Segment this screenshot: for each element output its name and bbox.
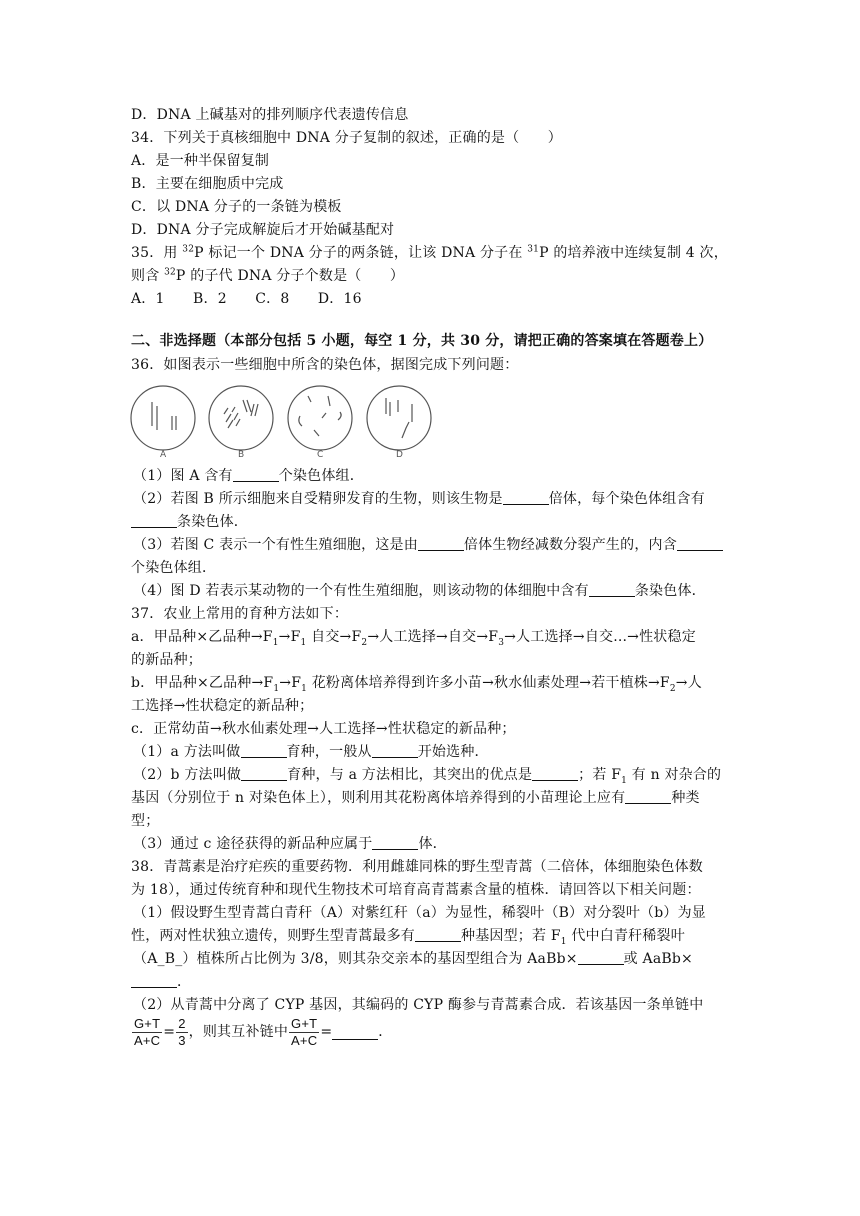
fraction-denominator: 3 [178, 1032, 186, 1048]
answer-blank[interactable] [418, 536, 464, 551]
answer-blank[interactable] [233, 467, 279, 482]
cell-d [367, 386, 431, 450]
answer-blank[interactable] [677, 536, 723, 551]
q36-sub2-cont [131, 512, 248, 532]
fraction-denominator: A+C [291, 1032, 318, 1048]
cell-a [131, 386, 195, 450]
q36-sub2 [133, 489, 705, 509]
q38-sub1-cont2 [133, 949, 693, 969]
answer-blank[interactable] [332, 1025, 378, 1040]
fraction-numerator: G+T [132, 1016, 162, 1033]
figure-label-c: C [317, 450, 324, 460]
q37-sub1 [133, 742, 489, 762]
q37-text: 有 n 对杂合的 [627, 767, 722, 783]
generation-sub: 1 [272, 637, 279, 648]
q38-text: 代中白青秆稀裂叶 [566, 928, 685, 944]
figure-label-d: D [396, 450, 403, 460]
generation-sub: 1 [621, 775, 628, 786]
generation-sub: 1 [300, 637, 307, 648]
generation-sub: 1 [273, 683, 280, 694]
q37-sub2-cont [131, 788, 700, 808]
answer-blank[interactable] [131, 973, 177, 988]
q38-stem-line1: 38．青蒿素是治疗疟疾的重要药物．利用雌雄同株的野生型青蒿（二倍体，体细胞染色体数 [131, 859, 704, 875]
q34-option-c: C．以 DNA 分子的一条链为模板 [131, 199, 342, 215]
q35-text: 则含 [131, 268, 165, 284]
q37-method-b-cont: 工选择→性状稳定的新品种； [131, 698, 314, 714]
q37-method-a-cont: 的新品种； [131, 652, 202, 668]
q35-text: P 的子代 DNA 分子个数是（ ） [175, 268, 405, 284]
q38-fraction-line [131, 1014, 392, 1050]
q37-text: 开始选种． [417, 744, 489, 760]
q34-option-a: A．是一种半保留复制 [131, 153, 270, 169]
answer-blank[interactable] [241, 743, 287, 758]
generation-sub: 1 [301, 683, 308, 694]
q37-text: 育种，一般从 [286, 744, 372, 760]
isotope-mass: 32 [182, 244, 195, 255]
fraction-numerator: 2 [178, 1015, 186, 1031]
q37-text: 自交→F [306, 629, 362, 645]
q37-sub2 [133, 765, 721, 785]
q38-text: ． [177, 974, 192, 990]
equals-sign: = [163, 1024, 176, 1040]
figure-label-a: A [160, 450, 167, 460]
chromosome-figure [128, 382, 448, 464]
q38-text: （A_B_）植株所占比例为 3/8，则其杂交亲本的基因型组合为 AaBb× [133, 951, 578, 967]
answer-blank[interactable] [415, 927, 461, 942]
q37-text: 基因（分别位于 n 对染色体上），则利用其花粉离体培养得到的小苗理论上应有 [131, 790, 626, 806]
answer-blank[interactable] [589, 582, 635, 597]
generation-sub: 2 [361, 637, 368, 648]
q35-text: 35．用 [131, 245, 183, 261]
q35-text: P 的培养液中连续复制 4 次， [539, 245, 728, 261]
q37-text: （3）通过 c 途径获得的新品种应属于 [133, 836, 373, 852]
q37-stem: 37．农业上常用的育种方法如下： [131, 606, 349, 622]
q36-text: 条染色体． [634, 583, 706, 599]
q38-sub1-cont3 [131, 972, 191, 992]
q37-text: →人工选择→自交...→性状稳定 [504, 629, 696, 645]
q37-text: →F [278, 629, 301, 645]
q36-text: （1）图 A 含有 [133, 468, 233, 484]
q34-stem: 34．下列关于真核细胞中 DNA 分子复制的叙述，正确的是（ ） [131, 130, 562, 146]
q38-text: ，则其互补链中 [188, 1024, 289, 1040]
q37-sub3 [133, 834, 447, 854]
cell-b [209, 386, 273, 450]
q36-sub3 [133, 535, 723, 555]
answer-blank[interactable] [131, 513, 177, 528]
q36-text: 倍体，每个染色体组含有 [548, 491, 705, 507]
q37-text: 育种，与 a 方法相比，其突出的优点是 [287, 767, 533, 783]
answer-blank[interactable] [625, 789, 671, 804]
q36-text: （4）图 D 若表示某动物的一个有性生殖细胞，则该动物的体细胞中含有 [133, 583, 589, 599]
q38-text: 或 AaBb× [623, 951, 693, 967]
q37-sub2-cont2: 型； [131, 813, 160, 829]
q38-stem-line2: 为 18），通过传统育种和现代生物技术可培育高青蒿素含量的植株．请回答以下相关问题： [131, 882, 701, 898]
q37-method-b [131, 673, 702, 693]
q37-text: （1）a 方法叫做 [133, 744, 241, 760]
q38-text: 性，两对性状独立遗传，则野生型青蒿最多有 [131, 928, 415, 944]
generation-sub: 3 [498, 637, 505, 648]
q36-sub1 [133, 466, 364, 486]
answer-blank[interactable] [503, 490, 549, 505]
q36-text: 个染色体组． [278, 468, 364, 484]
q37-text: （2）b 方法叫做 [133, 767, 242, 783]
answer-blank[interactable] [578, 950, 624, 965]
answer-blank[interactable] [372, 835, 418, 850]
q38-sub2: （2）从青蒿中分离了 CYP 基因，其编码的 CYP 酶参与青蒿素合成．若该基因一条单链中 [133, 997, 704, 1013]
generation-sub: 1 [560, 936, 567, 947]
isotope-mass: 32 [164, 267, 176, 278]
answer-blank[interactable] [241, 766, 287, 781]
q37-text: ；若 F [578, 767, 622, 783]
fraction-gt-ac [132, 1016, 162, 1049]
answer-blank[interactable] [532, 766, 578, 781]
q36-text: （2）若图 B 所示细胞来自受精卵发育的生物，则该生物是 [133, 491, 503, 507]
cell-c [288, 386, 352, 450]
q37-text: 花粉离体培养得到许多小苗→秋水仙素处理→若干植株→F [307, 675, 670, 691]
q37-text: 种类 [671, 790, 700, 806]
q37-text: b．甲品种×乙品种→F [131, 675, 274, 691]
fraction-denominator: A+C [134, 1032, 161, 1048]
q37-text: →人工选择→自交→F [367, 629, 499, 645]
equals-sign: = [320, 1024, 333, 1040]
q36-text: 条染色体． [177, 514, 248, 530]
q38-text: ． [378, 1024, 393, 1040]
q34-option-d: D．DNA 分子完成解旋后才开始碱基配对 [131, 222, 395, 238]
q35-stem-line2 [131, 266, 404, 286]
section-heading: 二、非选择题（本部分包括 5 小题，每空 1 分，共 30 分，请把正确的答案填在答题卷上） [131, 333, 713, 349]
q35-options: A．1 B．2 C．8 D．16 [131, 291, 362, 307]
q36-text: 倍体生物经减数分裂产生的，内含 [463, 537, 677, 553]
fraction-numerator: G+T [289, 1016, 319, 1033]
q37-text: 体． [418, 836, 447, 852]
q35-stem-line1 [131, 243, 728, 263]
fraction-two-thirds [176, 1016, 187, 1049]
q37-text: →F [279, 675, 302, 691]
generation-sub: 2 [669, 683, 676, 694]
q38-text: 种基因型；若 F [461, 928, 561, 944]
figure-label-b: B [238, 450, 245, 460]
q37-method-a [131, 627, 696, 647]
answer-blank[interactable] [372, 743, 418, 758]
q36-text: （3）若图 C 表示一个有性生殖细胞，这是由 [133, 537, 418, 553]
q34-option-b: B．主要在细胞质中完成 [131, 176, 284, 192]
q36-sub3-cont: 个染色体组． [131, 560, 217, 576]
fraction-gt-ac-complement [289, 1016, 319, 1049]
q35-text: P 标记一个 DNA 分子的两条链，让该 DNA 分子在 [194, 245, 528, 261]
q33-option-d: D．DNA 上碱基对的排列顺序代表遗传信息 [131, 107, 409, 123]
q38-sub1: （1）假设野生型青蒿白青秆（A）对紫红秆（a）为显性，稀裂叶（B）对分裂叶（b）为显 [133, 905, 707, 921]
isotope-mass: 31 [527, 244, 540, 255]
q37-text: →人 [675, 675, 702, 691]
q37-method-c: c．正常幼苗→秋水仙素处理→人工选择→性状稳定的新品种； [131, 721, 516, 737]
q36-sub4 [133, 581, 706, 601]
q36-stem: 36．如图表示一些细胞中所含的染色体，据图完成下列问题： [131, 357, 519, 373]
q38-sub1-cont [131, 926, 685, 946]
q37-text: a．甲品种×乙品种→F [131, 629, 273, 645]
